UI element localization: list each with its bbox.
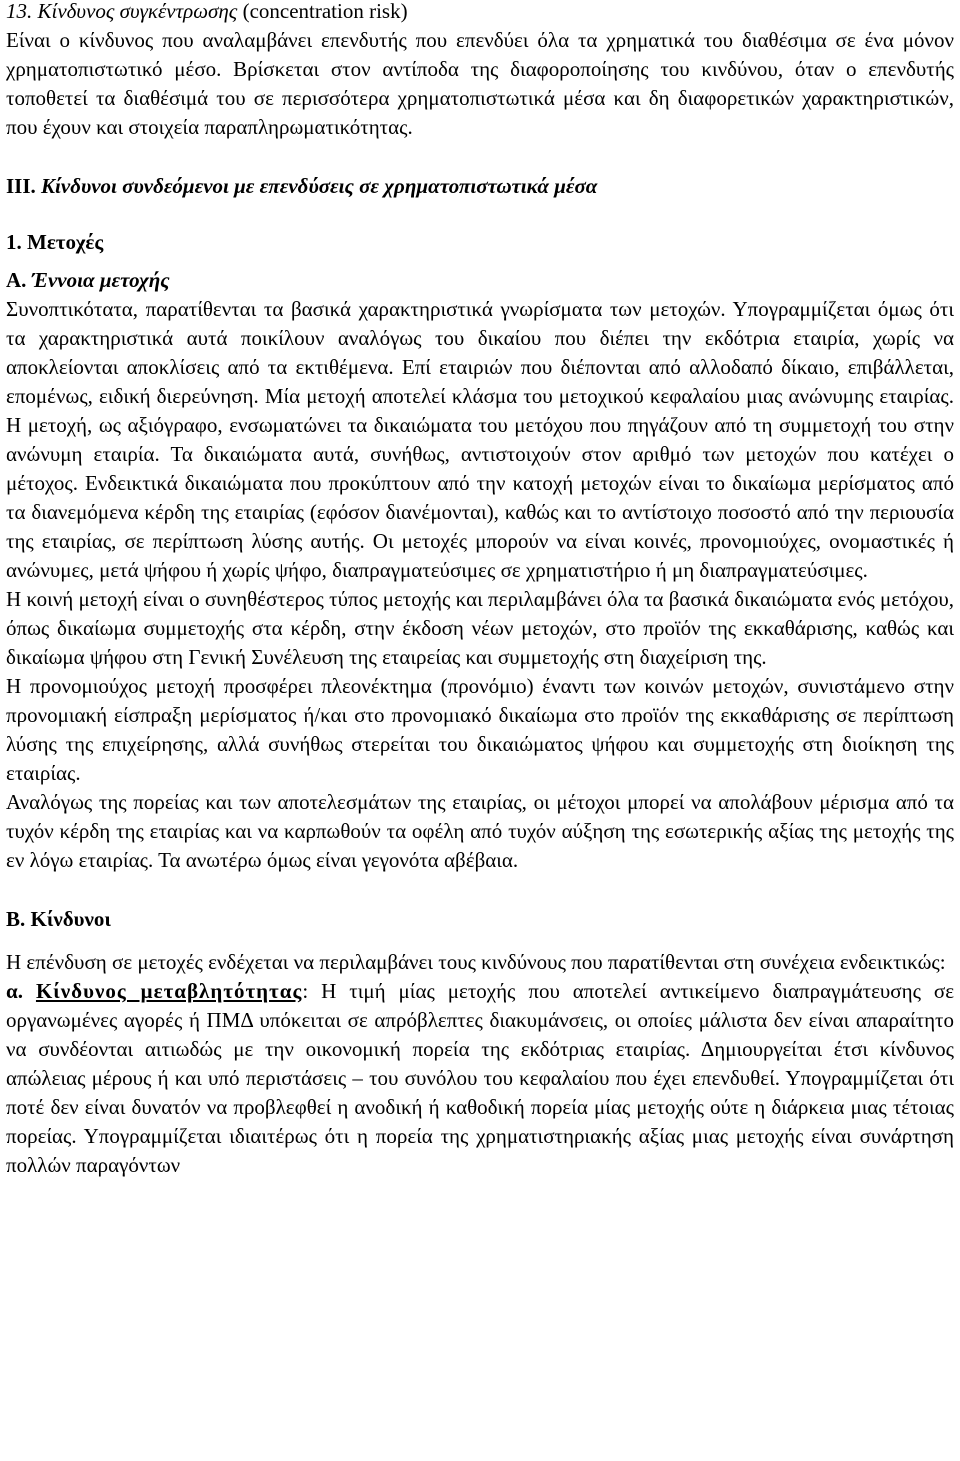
common-share-paragraph: Η κοινή μετοχή είναι ο συνηθέστερος τύπος μετοχής και περιλαμβάνει όλα τα βασικά δικαιώματα ενός μετόχου, όπως δικαίωμα συμμετοχής στα κέρδη, στην έκδοση νέων μετοχών, στο προϊόν της εκκαθάρισης, καθώς και δικαίωμα ψήφου στη Γενική Συνέλευση της εταιρείας και συμμετοχής στη διαχείριση της.: [6, 587, 954, 669]
section-13-number: 13.: [6, 0, 33, 23]
volatility-risk-paragraph: [6, 977, 954, 1180]
risks-intro-paragraph: Η επένδυση σε μετοχές ενδέχεται να περιλαμβάνει τους κινδύνους που παρατίθενται στη συνέχεια ενδεικτικώς:: [6, 950, 946, 974]
performance-paragraph: Αναλόγως της πορείας και των αποτελεσμάτων της εταιρίας, οι μέτοχοι μπορεί να απολάβουν μέρισμα από τα τυχόν κέρδη της εταιρίας και να καρπωθούν τα οφέλη από τυχόν αύξηση της εσωτερικής αξίας της μετοχής της εν λόγω εταιρίας. Τα ανωτέρω όμως είναι γεγονότα αβέβαια.: [6, 790, 954, 872]
subsection-a-letter: Α.: [6, 268, 27, 292]
section-iii-number: III.: [6, 174, 36, 198]
section-13-paragraph: Είναι ο κίνδυνος που αναλαμβάνει επενδυτής που επενδύει όλα τα χρηματικά του διαθέσιμα σε ένα μόνον χρηματοπιστωτικό μέσο. Βρίσκεται στον αντίποδα της διαφοροποίησης του κινδύνου, όταν ο επενδυτής τοποθετεί τα διαθέσιμά του σε περισσότερα χρηματοπιστωτικά μέσα και δη διαφορετικών χαρακτηριστικών, που έχουν και στοιχεία παραπληρωματικότητας.: [6, 28, 954, 139]
volatility-risk-letter: α.: [6, 979, 23, 1003]
share-concept-paragraph: Συνοπτικότατα, παρατίθενται τα βασικά χαρακτηριστικά γνωρίσματα των μετοχών. Υπογραμμίζεται όμως ότι τα χαρακτηριστικά αυτά ποικίλουν αναλόγως του δικαίου που διέπει την εκδότρια εταιρία, χωρίς να αποκλείονται αποκλίσεις από τα εκτιθέμενα. Επί εταιριών που διέπονται από αλλοδαπό δίκαιο, επιβάλλεται, επομένως, ειδική διερεύνηση. Μία μετοχή αποτελεί κλάσμα του μετοχικού κεφαλαίου μιας ανώνυμης εταιρίας. Η μετοχή, ως αξιόγραφο, ενσωματώνει τα δικαιώματα του μετόχου που πηγάζουν από τη συμμετοχή του στην ανώνυμη εταιρία. Τα δικαιώματα αυτά, συνήθως, αντιστοιχούν στον αριθμό των μετοχών που κατέχει ο μέτοχος. Ενδεικτικά δικαιώματα που προκύπτουν από την κατοχή μετοχών είναι το δικαίωμα μερίσματος από τα διανεμόμενα κέρδη της εταιρίας (εφόσον διανέμονται), καθώς και το αντίστοιχο ποσοστό από την περιουσία της εταιρίας, σε περίπτωση λύσης αυτής. Οι μετοχές μπορούν να είναι κοινές, προνομιούχες, ονομαστικές ή ανώνυμες, μετά ψήφου ή χωρίς ψήφο, διαπραγματεύσιμες σε χρηματιστήριο ή μη διαπραγματεύσιμες.: [6, 297, 954, 582]
volatility-risk-term: Κίνδυνος μεταβλητότητας: [35, 979, 303, 1003]
subsection-a-title: Έννοια μετοχής: [31, 268, 170, 292]
preferred-share-paragraph: Η προνομιούχος μετοχή προσφέρει πλεονέκτημα (προνόμιο) έναντι των κοινών μετοχών, συνιστάμενο στην προνομιακή είσπραξη μερίσματος ή/και στο προνομιακό δικαίωμα στο προϊόν της εκκαθάρισης σε περίπτωση λύσης της επιχείρησης, αλλά συνήθως στερείται του δικαιώματος ψήφου και συμμετοχής στη διοίκηση της εταιρίας.: [6, 674, 954, 785]
volatility-risk-text: : Η τιμή μίας μετοχής που αποτελεί αντικείμενο διαπραγμάτευσης σε οργανωμένες αγορές ή ΠΜΔ υπόκειται σε απρόβλεπτες διακυμάνσεις, οι οποίες μάλιστα δεν είναι απαραίτητο να συνδέονται αιτιωδώς με την οικονομική πορεία της εκδότριας εταιρίας. Δημιουργείται έτσι κίνδυνος απώλειας μέρους ή και υπό περιστάσεις – του συνόλου του κεφαλαίου που έχει επενδυθεί. Υπογραμμίζεται ότι ποτέ δεν είναι δυνατόν να προβλεφθεί η ανοδική ή καθοδική πορεία μίας μετοχής ούτε η διάρκεια μιας τέτοιας πορείας. Υπογραμμίζεται ιδιαιτέρως ότι η πορεία της χρηματιστηριακής αξίας μιας μετοχής είναι συνάρτηση πολλών παραγόντων: [6, 979, 955, 1177]
subsection-b-heading: Β. Κίνδυνοι: [6, 907, 111, 931]
section-iii-title: Κίνδυνοι συνδεόμενοι με επενδύσεις σε χρηματοπιστωτικά μέσα: [41, 174, 598, 198]
section-iii-heading: [6, 172, 954, 201]
subsection-1-heading: 1. Μετοχές: [6, 230, 104, 254]
subsection-a-heading: [6, 266, 954, 295]
section-13-title: Κίνδυνος συγκέντρωσης: [37, 0, 238, 23]
section-13-heading: [6, 0, 954, 26]
section-13-title-english: (concentration risk): [242, 0, 408, 23]
